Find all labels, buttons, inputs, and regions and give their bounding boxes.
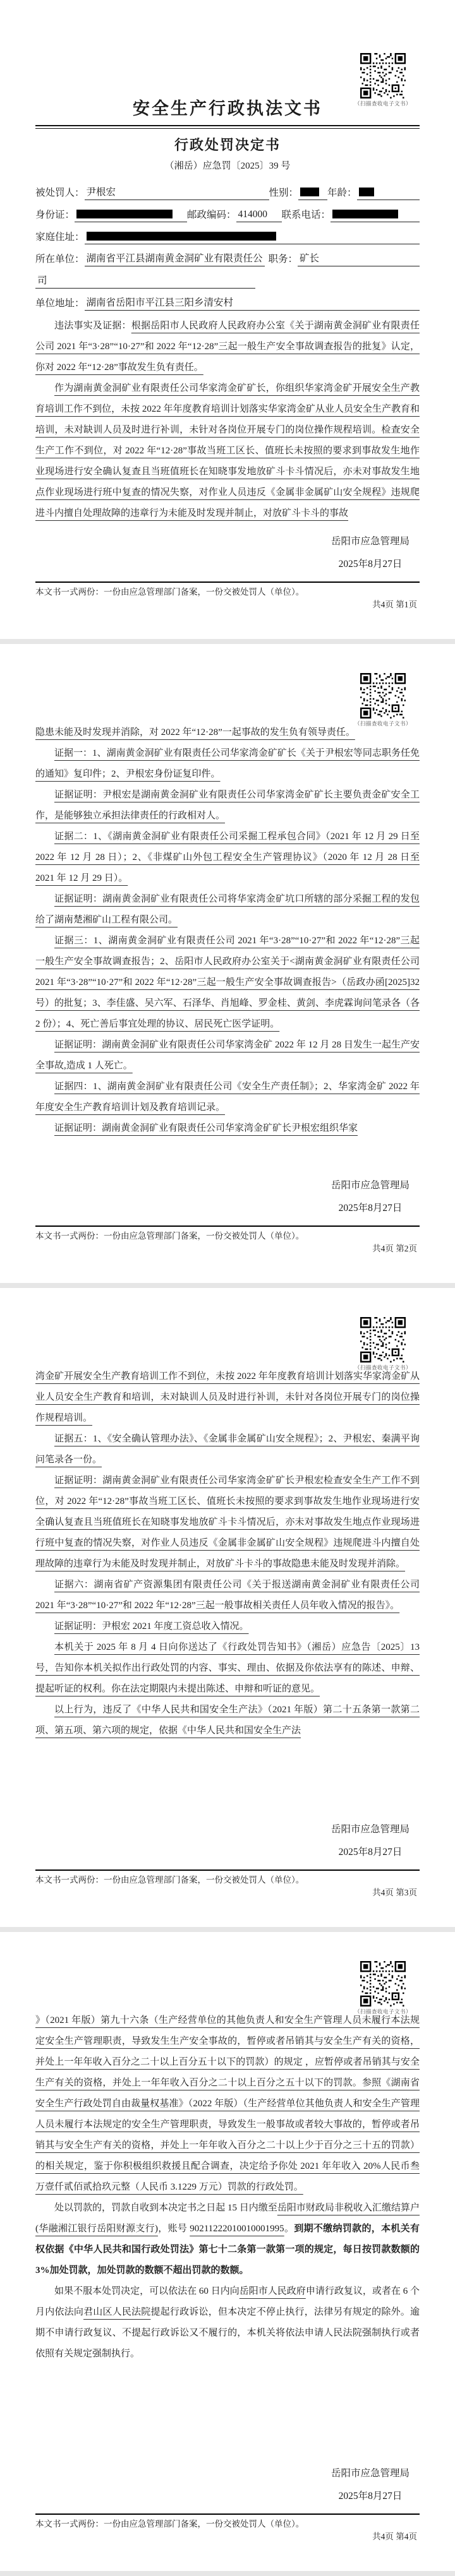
evidence-4-paragraph: 证据四：1、湖南黄金洞矿业有限责任公司《安全生产责任制》；2、华家湾金矿 2022 年年度安全生产教育培训计划及教育培训记录。 [35,1082,420,1112]
page-footer [35,1225,420,1255]
issuing-agency: 岳阳市应急管理局 [331,1824,410,1835]
page-footer [35,581,420,611]
copy-note: 本文书一式两份：一份由应急管理部门备案，一份交被处罚人（单位）。 [35,2519,305,2529]
page-footer [35,1869,420,1899]
field-row-unit [35,244,420,266]
review-authority: 岳阳市人民政府 [239,2286,306,2296]
facts-label: 违法事实及证据： [54,321,131,331]
evidence-3-paragraph: 证据三：1、湖南黄金洞矿业有限责任公司 2021 年“3·28”“10·27”和 2022 年“12·28”三起一般生产安全事故调查报告；2、岳阳市人民政府办公室关于<湖南黄金洞矿业有限责任公司 2021 年“3·28”“10·27”和 2022 年“12·28”三起一般生产安全事故调查报告>（岳政办函[2025]32 号）的批复；3、李佳盛、吴六军、石泽华、肖旭峰、罗金桂、黄剑、李虎霖询问笔录各（各 2 份）；4、死亡善后事宜处理的协议、居民死亡医学证明。 [35,936,420,1029]
evidence-6-proof: 证据证明：尹根宏 2021 年度工资总收入情况。 [54,1621,249,1631]
unit-value-line1: 湖南省平江县湖南黄金洞矿业有限责任公 [85,251,265,266]
late-payment-warning: 到期不缴纳罚款的，本机关有权依据《中华人民共和国行政处罚法》第七十二条第一款第一项的规定，每日按罚款数额的 3%加处罚款，加处罚款的数额不超出罚款的数额。 [35,2224,420,2275]
page-2 [0,644,455,1283]
evidence-5-paragraph: 证据五：1、《安全确认管理办法》、《金属非金属矿山安全规程》；2、尹根宏、秦满平询问笔录各一份。 [35,1434,420,1465]
job-value: 矿长 [298,251,420,266]
unit-address-value: 湖南省岳阳市平江县三阳乡清安村 [85,295,420,311]
age-value [357,186,420,200]
issue-date: 2025年8月27日 [338,1203,403,1213]
continuation-paragraph: 湾金矿开展安全生产教育培训工作不到位，未按 2022 年年度教育培训计划落实华家湾金矿从业人员安全生产教育和培训，未对缺训人员及时进行补训，未针对各岗位开展专门的岗位操作规程培训。 [35,1371,420,1423]
page-3 [0,1288,455,1927]
fine-text: 。 [284,2224,294,2234]
court-name: 君山区人民法院 [83,2307,151,2317]
redacted-home-address [87,232,276,241]
qr-code-icon [360,673,406,719]
page-footer [35,2513,420,2543]
unit-address-label: 单位地址： [35,298,85,309]
id-card-value [75,208,187,222]
gender-value [298,186,327,200]
qr-code-icon [360,1961,406,2007]
violation-paragraph: 以上行为，违反了《中华人民共和国安全生产法》（2021 年版）第二十五条第一款第二项、第五项、第六项的规定，依据《中华人民共和国安全生产法 [35,1705,420,1736]
evidence-2-paragraph: 证据二：1、《湖南黄金洞矿业有限责任公司采掘工程承包合同》（2021 年 12 月 29 日至 2022 年 12 月 28 日）；2、《非煤矿山外包工程安全生产管理协议》（2020 年 12 月 28 日至 2021 年 12 月 29 日）。 [35,832,420,883]
penalty-decision-paragraph: 》（2021 年版）第九十六条（生产经营单位的其他负责人和安全生产管理人员未履行本法规定安全生产管理职责，导致发生生产安全事故的，暂停或者吊销其与安全生产有关的资格，并处上一年年收入百分之二十以上百分五十以下的罚款）的规定 ，应暂停或者吊销其与安全生产有关的资格，并处上一年年收入百分之二十以上百分之五十以下的罚款。参照《湖南省安全生产行政处罚自由裁量权基准》（2022 年版）（生产经营单位其他负责人和安全生产管理人员未履行本法规定的安全生产管理职责，导致发生一般事故或者较大事故的，暂停或者吊销其与安全生产有关的资格，并处上一年年收入百分之二十以上少于百分之三十五的罚款）的相关规定，鉴于你积极组织救援且配合调查，决定给予你处 2021 年年收入 20%人民币叁万壹仟贰佰贰拾玖元整（人民币 3.1229 万元）罚款的行政处罚。 [35,2015,420,2192]
issue-date: 2025年8月27日 [338,2491,403,2501]
issue-date: 2025年8月27日 [338,1847,403,1857]
punished-person-label: 被处罚人： [35,188,85,198]
evidence-5-proof: 证据证明：湖南黄金洞矿业有限责任公司华家湾金矿矿长尹根宏检查安全生产工作不到位，对 2022 年“12·28”事故当班工区长、值班长未按照的要求到事故发生地作业现场进行安全确认复查且当班值班长在知晓事发地放矿斗卡斗情况后，亦未对事故发生地点作业现场进行班中复查的情况失察，对作业人员违反《金属非金属矿山安全规程》违规爬进斗内擅自处理故障的违章行为未能及时发现并制止，对放矿斗卡斗的事故隐患未能及时发现并消除。 [35,1476,420,1569]
appeal-rights-paragraph [35,2281,420,2364]
document-title: 行政处罚决定书 [174,137,281,153]
redacted-age [359,188,374,196]
redacted-phone [332,210,398,218]
payment-account-number: 90211222010010001995 [190,2224,284,2234]
issuing-agency: 岳阳市应急管理局 [331,2468,410,2479]
qr-block [354,673,412,727]
continuation-paragraph: 隐患未能及时发现并消除，对 2022 年“12·28”一起事故的发生负有领导责任。 [35,727,355,737]
page-indicator: 共4页 第2页 [372,1244,417,1253]
fine-text: 处以罚款的，罚款自收到本决定书之日起 15 日内缴至 [54,2203,277,2213]
qr-block [354,1961,412,2015]
issue-date: 2025年8月27日 [338,559,403,569]
qr-block [354,1317,412,1371]
page-indicator: 共4页 第3页 [372,1888,417,1897]
redacted-id [76,210,173,218]
field-row-unit-address [35,289,420,311]
title-divider [35,125,420,129]
id-card-label: 身份证： [35,210,75,220]
evidence-6-paragraph: 证据六：湖南省矿产资源集团有限责任公司《关于报送湖南黄金洞矿业有限责任公司 2021 年“3·28”“10·27”和 2022 年“12·28”三起一般事故相关责任人员年收入情况的报告》。 [35,1580,420,1611]
qr-code-icon [360,53,406,98]
appeal-text: 如果不服本处罚决定，可以依法在 60 日内向 [54,2286,240,2296]
fine-text: ，账号 [157,2224,190,2234]
redacted-gender [300,188,319,196]
qr-caption: （扫描查收电子文书） [354,100,411,107]
qr-code-icon [360,1317,406,1363]
notification-paragraph: 本机关于 2025 年 8 月 4 日向你送达了《行政处罚告知书》（湘岳）应急告〔2025〕13 号，告知你本机关拟作出行政处罚的内容、事实、理由、依据及你依法享有的陈述、申辩、提起听证的权利。你在法定期限内未提出陈述、申辩和听证的意见。 [35,1642,420,1694]
postal-label: 邮政编码： [187,210,236,220]
signature-block [331,2462,410,2508]
home-address-label: 家庭住址： [35,232,85,242]
unit-label: 所在单位： [35,254,85,265]
evidence-1-proof: 证据证明：尹根宏是湖南黄金洞矿业有限责任公司华家湾金矿矿长主要负责金矿安全工作，是能够独立承担法律责任的行政相对人。 [35,790,420,821]
page-4 [0,1932,455,2571]
age-label: 年龄： [327,188,357,198]
qr-caption: （扫描查收电子文书） [354,2008,411,2015]
copy-note: 本文书一式两份：一份由应急管理部门备案，一份交被处罚人（单位）。 [35,1231,305,1241]
gender-label: 性别： [269,188,299,198]
copy-note: 本文书一式两份：一份由应急管理部门备案，一份交被处罚人（单位）。 [35,587,305,597]
field-row-unit-cont [35,266,420,289]
document-number: （湘岳）应急罚〔2025〕39 号 [164,161,291,171]
page1-body [35,316,420,524]
phone-value [331,208,420,222]
evidence-4-proof: 证据证明：湖南黄金洞矿业有限责任公司华家湾金矿矿长尹根宏组织华家 [54,1123,358,1133]
job-label: 职务： [268,254,298,265]
field-row-home-address [35,222,420,244]
home-address-value [85,230,420,244]
signature-block [331,1174,410,1220]
copy-note: 本文书一式两份：一份由应急管理部门备案，一份交被处罚人（单位）。 [35,1875,305,1885]
signature-block [331,530,410,576]
unit-value-line2: 司 [35,273,255,289]
facts-paragraph [35,316,420,378]
appeal-text: 提起行政诉讼，但本决定不停止执行，法律另有规定的除外。逾期不申请行政复议、不提起行政诉讼又不履行的，本机关将依法申请人民法院强制执行或者依照有关规定强制执行。 [35,2307,420,2359]
appeal-text: 申请行政复议，或者在 6 个月内依法向 [35,2286,420,2317]
qr-caption: （扫描查收电子文书） [354,720,411,727]
payment-account-name: 岳阳市财政局非税收入汇缴结算户(华融湘江银行岳阳财源支行) [35,2203,420,2234]
facts-text: 根据岳阳市人民政府人民政府办公室《关于湖南黄金洞矿业有限责任公司 2021 年“3·28”“10·27”和 2022 年“12·28”三起一般生产安全事故调查报告的批复》认定，你对 2022 年“12·28”事故发生负有责任。 [35,321,420,373]
qr-caption: （扫描查收电子文书） [354,1364,411,1371]
issuing-agency: 岳阳市应急管理局 [331,536,410,547]
party-info-fields [35,178,420,311]
field-row-person [35,178,420,200]
page-indicator: 共4页 第4页 [372,2532,417,2541]
document-set-title: 安全生产行政执法文书 [133,99,322,118]
page-indicator: 共4页 第1页 [372,600,417,609]
signature-block [331,1818,410,1864]
postal-value: 414000 [236,209,282,222]
punished-person-value: 尹根宏 [85,184,269,200]
phone-label: 联系电话： [281,210,331,220]
facts-paragraph-2: 作为湖南黄金洞矿业有限责任公司华家湾金矿矿长，你组织华家湾金矿开展安全生产教育培训工作不到位，未按 2022 年年度教育培训计划落实华家湾金矿从业人员安全生产教育和培训，未对缺训人员及时进行补训，未针对各岗位开展专门的岗位操作规程培训。检查安全生产工作不到位，对 2022 年“12·28”事故当班工区长、值班长未按照的要求到事故发生地作业现场进行安全确认复查且当班值班长在知晓事发地放矿斗卡斗情况后，亦未对事故发生地点作业现场进行班中复查的情况失察，对作业人员违反《金属非金属矿山安全规程》违规爬进斗内擅自处理故障的违章行为未能及时发现并制止，对放矿斗卡斗的事故 [35,383,420,518]
field-row-id [35,200,420,222]
fine-payment-paragraph [35,2198,420,2281]
evidence-3-proof: 证据证明：湖南黄金洞矿业有限责任公司华家湾金矿 2022 年 12 月 28 日发生一起生产安全事故,造成 1 人死亡。 [35,1040,420,1071]
evidence-2-proof: 证据证明：湖南黄金洞矿业有限责任公司将华家湾金矿坑口所辖的部分采掘工程的发包给了湖南楚湘矿山工程有限公司。 [35,894,420,925]
qr-block [354,53,412,107]
issuing-agency: 岳阳市应急管理局 [331,1180,410,1191]
evidence-1-paragraph: 证据一：1、湖南黄金洞矿业有限责任公司华家湾金矿矿长《关于尹根宏等同志职务任免的通知》复印件；2、尹根宏身份证复印件。 [35,748,420,779]
page-1 [0,0,455,639]
